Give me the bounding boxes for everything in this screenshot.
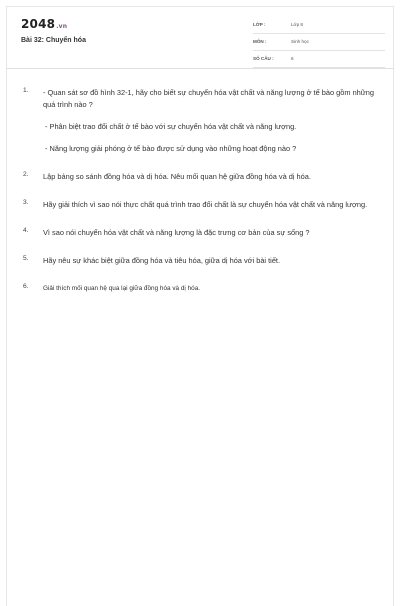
question-text: Hãy nêu sự khác biệt giữa đồng hóa và tiêu hóa, giữa dị hóa với bài tiết. (43, 256, 281, 265)
question-number: 1. (23, 87, 29, 94)
question-item (23, 227, 383, 239)
question-list (23, 87, 383, 311)
question-item (23, 171, 383, 183)
meta-label: SỐ CÂU : (253, 56, 274, 61)
question-subpoint: - Phân biệt trao đổi chất ở tế bào với sự chuyển hóa vật chất và năng lượng. (45, 122, 297, 131)
meta-value: Lớp 8 (291, 22, 303, 27)
logo-text: 2048 (21, 17, 56, 31)
worksheet-page (6, 6, 394, 606)
question-number: 6. (23, 283, 29, 290)
worksheet-header (7, 7, 393, 69)
question-text: Hãy giải thích vì sao nói thực chất quá trình trao đổi chất là sự chuyển hóa vật chất và năng lượng. (43, 200, 368, 209)
question-text: Lập bảng so sánh đồng hóa và dị hóa. Nêu mối quan hệ giữa đồng hóa và dị hóa. (43, 172, 311, 181)
meta-row-subject (253, 36, 385, 51)
question-text: - Quan sát sơ đồ hình 32-1, hãy cho biết sự chuyển hóa vật chất và năng lượng ở tế bào gồm những quá trình nào ? (43, 88, 374, 109)
question-item (23, 199, 383, 211)
question-number: 3. (23, 199, 29, 206)
question-item (23, 87, 383, 155)
meta-panel (253, 19, 385, 70)
site-logo[interactable] (21, 17, 67, 31)
question-text: Giải thích mối quan hệ qua lại giữa đồng hóa và dị hóa. (43, 285, 201, 292)
question-subpoint: - Năng lượng giải phóng ở tế bào được sử dụng vào những hoạt động nào ? (45, 144, 297, 153)
logo-tld: .vn (56, 23, 68, 30)
meta-row-count (253, 53, 385, 68)
lesson-title: Bài 32: Chuyển hóa (21, 37, 86, 44)
meta-label: MÔN : (253, 39, 267, 44)
meta-value: 6 (291, 56, 294, 61)
meta-row-class (253, 19, 385, 34)
question-number: 4. (23, 227, 29, 234)
meta-value: Sinh học (291, 39, 309, 44)
question-text: Vì sao nói chuyển hóa vật chất và năng lượng là đặc trưng cơ bản của sự sống ? (43, 228, 310, 237)
question-item (23, 283, 383, 295)
question-number: 5. (23, 255, 29, 262)
question-number: 2. (23, 171, 29, 178)
question-item (23, 255, 383, 267)
meta-label: LỚP : (253, 22, 266, 27)
